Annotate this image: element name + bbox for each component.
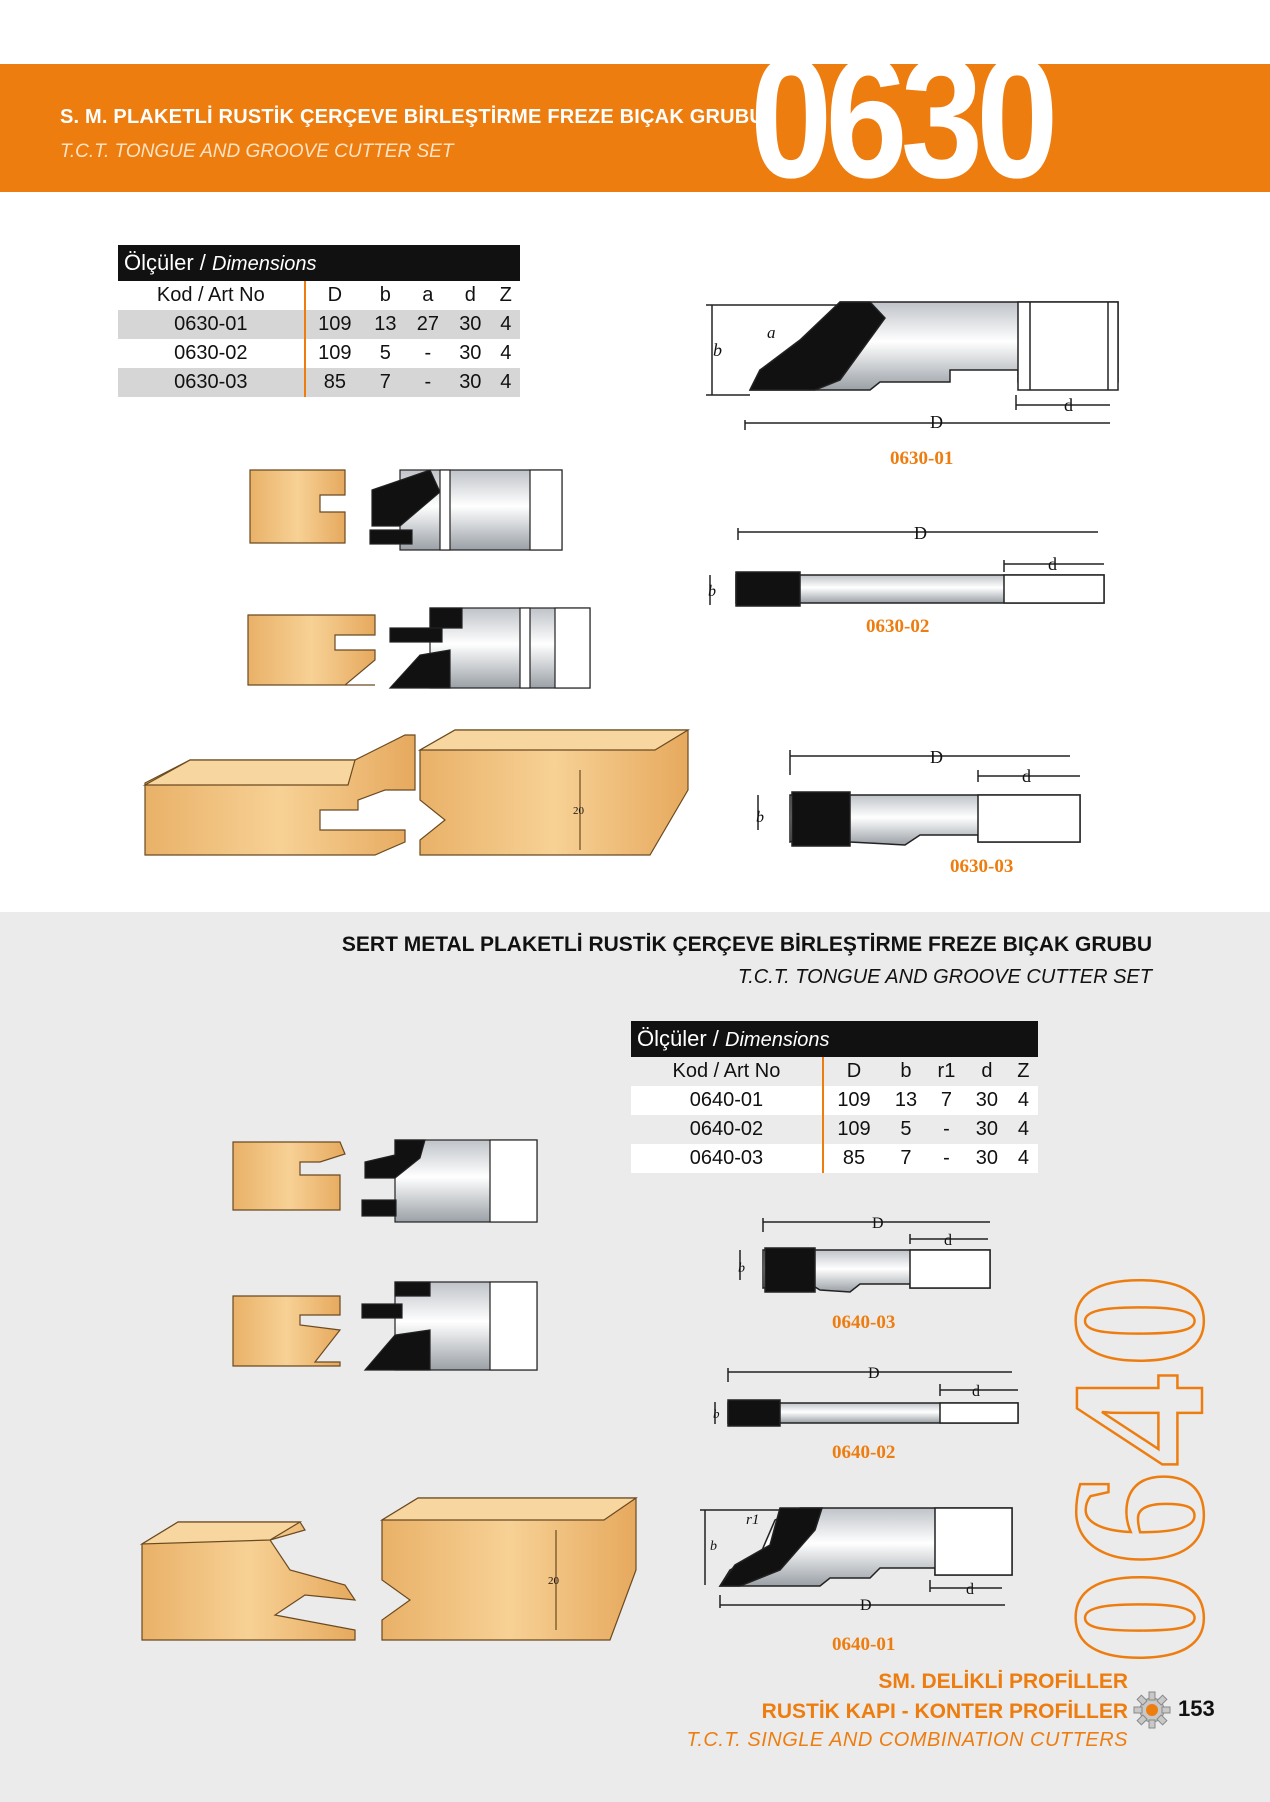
section1-illustrations [0,230,1270,910]
wood-profile-3 [233,1142,345,1210]
dim-label-b: b [710,1539,717,1554]
wood-joint-right [382,1498,636,1640]
table-row: 0630-03 85 7 - 30 4 [118,368,520,397]
caption-0640-01: 0640-01 [832,1634,896,1655]
product-code-0640 [1034,1125,1244,1665]
dim-label-D: D [930,747,943,767]
table-column-row: Kod / Art No D b a d Z [118,281,520,310]
dim-label-20: 20 [573,805,584,817]
wood-joint-left [145,735,415,855]
footer-line-2: RUSTİK KAPI - KONTER PROFİLLER [761,1700,1128,1723]
dim-label-d: d [1048,554,1057,574]
table-row: 0630-01 109 13 27 30 4 [118,310,520,339]
cutter-assembly-1 [370,470,562,550]
gear-icon [1132,1690,1172,1730]
cutter-assembly-2 [390,608,590,688]
dim-label-d: d [966,1581,974,1598]
dim-label-b: b [708,583,716,600]
wood-joint-right [420,730,688,855]
table-column-row: Kod / Art No D b r1 d Z [631,1057,1038,1086]
wood-joint-left [142,1522,355,1640]
dim-label-D: D [872,1215,884,1232]
cutter-assembly-4 [362,1282,537,1370]
dim-label-b: b [756,809,764,826]
dim-label-d: d [972,1383,980,1400]
page-title: S. M. PLAKETLİ RUSTİK ÇERÇEVE BİRLEŞTİRME FREZE BIÇAK GRUBU [60,106,765,128]
section2-title: SERT METAL PLAKETLİ RUSTİK ÇERÇEVE BİRLEŞTİRME FREZE BIÇAK GRUBU [341,933,1152,956]
dim-label-b: b [713,340,722,360]
dim-label-a: a [767,323,776,342]
footer-line-1: SM. DELİKLİ PROFİLLER [878,1670,1128,1693]
table-header: Ölçüler / Dimensions [118,245,520,281]
footer-line-3: T.C.T. SINGLE AND COMBINATION CUTTERS [686,1729,1128,1751]
table-row: 0640-02 109 5 - 30 4 [631,1115,1038,1144]
cutter-drawing-0640-03 [740,1218,990,1292]
caption-0640-03: 0640-03 [832,1312,896,1333]
dim-label-D: D [860,1597,872,1614]
dim-label-b: b [738,1261,745,1276]
table-row: 0630-02 109 5 - 30 4 [118,339,520,368]
dim-label-r1: r1 [746,1512,760,1528]
cutter-drawing-0630-02 [710,528,1104,606]
cutter-drawing-0630-01 [706,302,1118,430]
dim-label-d: d [944,1232,952,1249]
dim-label-D: D [914,523,927,543]
caption-0640-02: 0640-02 [832,1442,896,1463]
caption-0630-03: 0630-03 [950,856,1014,877]
svg-text:0640: 0640 [1034,1269,1244,1665]
cutter-assembly-3 [362,1140,537,1222]
dim-label-D: D [868,1365,880,1382]
dim-label-b: b [713,1406,720,1421]
dim-label-20: 20 [548,1575,559,1587]
caption-0630-02: 0630-02 [866,616,930,637]
dim-label-d: d [1064,395,1073,415]
product-code-0630: 0630 [750,22,1052,214]
table-row: 0640-03 85 7 - 30 4 [631,1144,1038,1173]
page-number: 153 [1178,1696,1215,1721]
section2-illustrations [0,1100,1060,1660]
table-row: 0640-01 109 13 7 30 4 [631,1086,1038,1115]
wood-profile-2 [248,615,375,685]
section2-subtitle: T.C.T. TONGUE AND GROOVE CUTTER SET [737,966,1152,988]
caption-0630-01: 0630-01 [890,448,954,469]
wood-profile-4 [233,1296,340,1366]
wood-profile-1 [250,470,345,543]
dim-label-D: D [930,412,943,432]
cutter-drawing-0630-03 [758,750,1080,846]
page-subtitle: T.C.T. TONGUE AND GROOVE CUTTER SET [60,141,454,162]
table-header: Ölçüler / Dimensions [631,1021,1038,1057]
dim-label-d: d [1022,766,1031,786]
